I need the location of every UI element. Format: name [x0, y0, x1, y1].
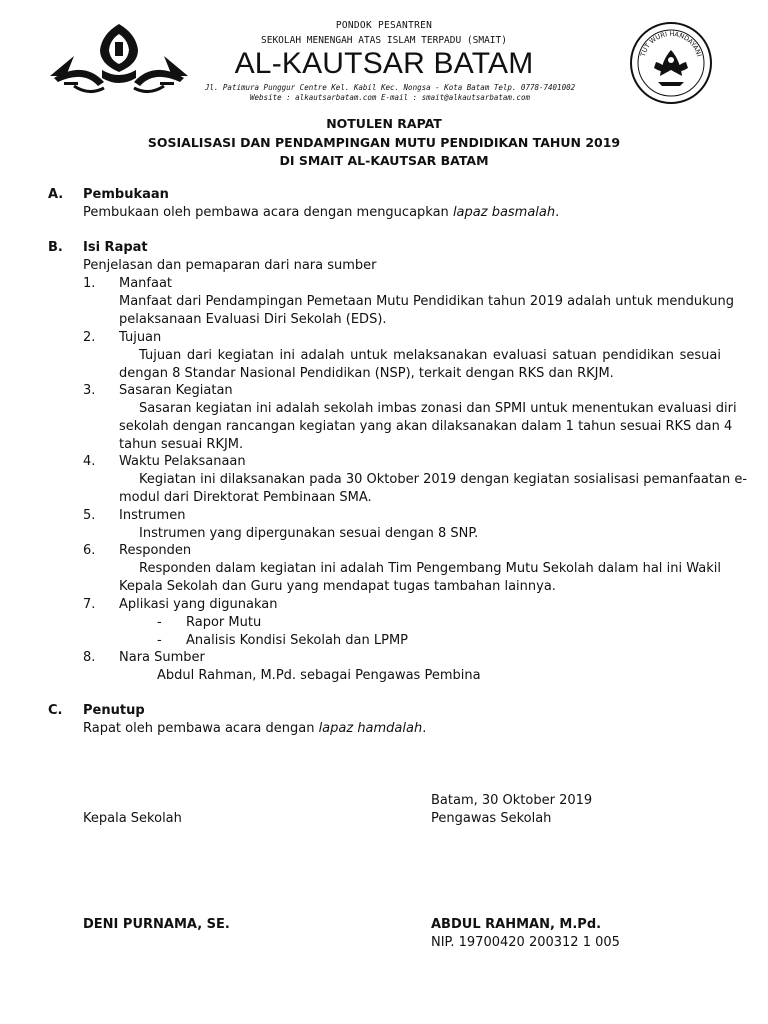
bullet-marker: -	[157, 615, 162, 630]
item-number: 6.	[83, 543, 96, 558]
item-body: Manfaat dari Pendampingan Pemetaan Mutu Pendidikan tahun 2019 adalah untuk mendukung pelaksanaan Evaluasi Diri Sekolah (EDS).	[119, 294, 734, 327]
item-title: Waktu Pelaksanaan	[119, 454, 246, 469]
letterhead-address: Jl. Patimura Punggur Centre Kel. Kabil Kec. Nongsa - Kota Batam Telp. 0778-7401002	[204, 83, 576, 92]
heading-line2: SOSIALISASI DAN PENDAMPINGAN MUTU PENDIDIKAN TAHUN 2019	[147, 135, 621, 150]
heading-line1: NOTULEN RAPAT	[326, 116, 442, 131]
section-c-text: Rapat oleh pembawa acara dengan lapaz hamdalah.	[83, 721, 427, 736]
item-title: Responden	[119, 543, 192, 558]
letterhead-line1: PONDOK PESANTREN	[335, 20, 433, 31]
heading-line3: DI SMAIT AL-KAUTSAR BATAM	[279, 153, 489, 168]
right-signer-nip: NIP. 19700420 200312 1 005	[431, 935, 620, 950]
item-title: Sasaran Kegiatan	[119, 383, 233, 398]
place-date: Batam, 30 Oktober 2019	[431, 793, 593, 808]
section-b-letter: B.	[48, 240, 63, 255]
bullet-item: Analisis Kondisi Sekolah dan LPMP	[186, 633, 409, 648]
section-b-title: Isi Rapat	[83, 240, 148, 255]
right-signer-name: ABDUL RAHMAN, M.Pd.	[431, 917, 602, 932]
item-body: Responden dalam kegiatan ini adalah Tim Pengembang Mutu Sekolah dalam hal ini Wakil Kepala Sekolah dan Guru yang mendapat tugas tambahan lainnya.	[119, 561, 721, 594]
item-title: Nara Sumber	[119, 650, 205, 665]
item-body: Instrumen yang dipergunakan sesuai dengan 8 SNP.	[139, 526, 479, 541]
item-number: 1.	[83, 276, 96, 291]
emblem-text: TUT WURI HANDAYANI	[638, 29, 704, 58]
item-number: 2.	[83, 330, 96, 345]
item-number: 8.	[83, 650, 96, 665]
right-signer-role: Pengawas Sekolah	[431, 811, 552, 826]
item-number: 5.	[83, 508, 96, 523]
letterhead-web: Website : alkautsarbatam.com E-mail : smait@alkautsarbatam.com	[250, 93, 530, 102]
section-c-title: Penutup	[83, 703, 145, 718]
section-a-title: Pembukaan	[83, 187, 169, 202]
item-number: 4.	[83, 454, 96, 469]
item-number: 3.	[83, 383, 96, 398]
section-a-letter: A.	[48, 187, 64, 202]
item-number: 7.	[83, 597, 96, 612]
left-signer-role: Kepala Sekolah	[83, 811, 182, 826]
item-body: Tujuan dari kegiatan ini adalah untuk melaksanakan evaluasi satuan pendidikan sesuai dengan 8 Standar Nasional Pendidikan (NSP), terkait dengan RKS dan RKJM.	[119, 348, 721, 381]
item-title: Manfaat	[119, 276, 173, 291]
item-body: Kegiatan ini dilaksanakan pada 30 Oktober 2019 dengan kegiatan sosialisasi pemanfaatan e- modul dari Direktorat Pembinaan SMA.	[119, 472, 748, 505]
item-title: Instrumen	[119, 508, 186, 523]
bullet-item: Rapor Mutu	[186, 615, 262, 630]
item-title: Aplikasi yang digunakan	[119, 597, 278, 612]
letterhead-line2: SEKOLAH MENENGAH ATAS ISLAM TERPADU (SMAIT)	[261, 35, 507, 46]
letterhead-title: AL-KAUTSAR BATAM	[234, 47, 534, 80]
tut-wuri-handayani-emblem-icon	[628, 20, 714, 106]
section-a-text: Pembukaan oleh pembawa acara dengan mengucapkan lapaz basmalah.	[83, 205, 560, 220]
section-b-intro: Penjelasan dan pemaparan dari nara sumber	[83, 258, 377, 273]
section-c-letter: C.	[48, 703, 63, 718]
left-signer-name: DENI PURNAMA, SE.	[83, 917, 230, 932]
item-body: Abdul Rahman, M.Pd. sebagai Pengawas Pembina	[157, 668, 481, 683]
item-title: Tujuan	[119, 330, 162, 345]
school-logo-icon	[44, 20, 194, 98]
bullet-marker: -	[157, 633, 162, 648]
item-body: Sasaran kegiatan ini adalah sekolah imbas zonasi dan SPMI untuk menentukan evaluasi diri sekolah dengan rancangan kegiatan yang akan dilaksanakan dalam 1 tahun sesuai RKS dan 4 tahun sesuai RKJM.	[119, 401, 737, 452]
